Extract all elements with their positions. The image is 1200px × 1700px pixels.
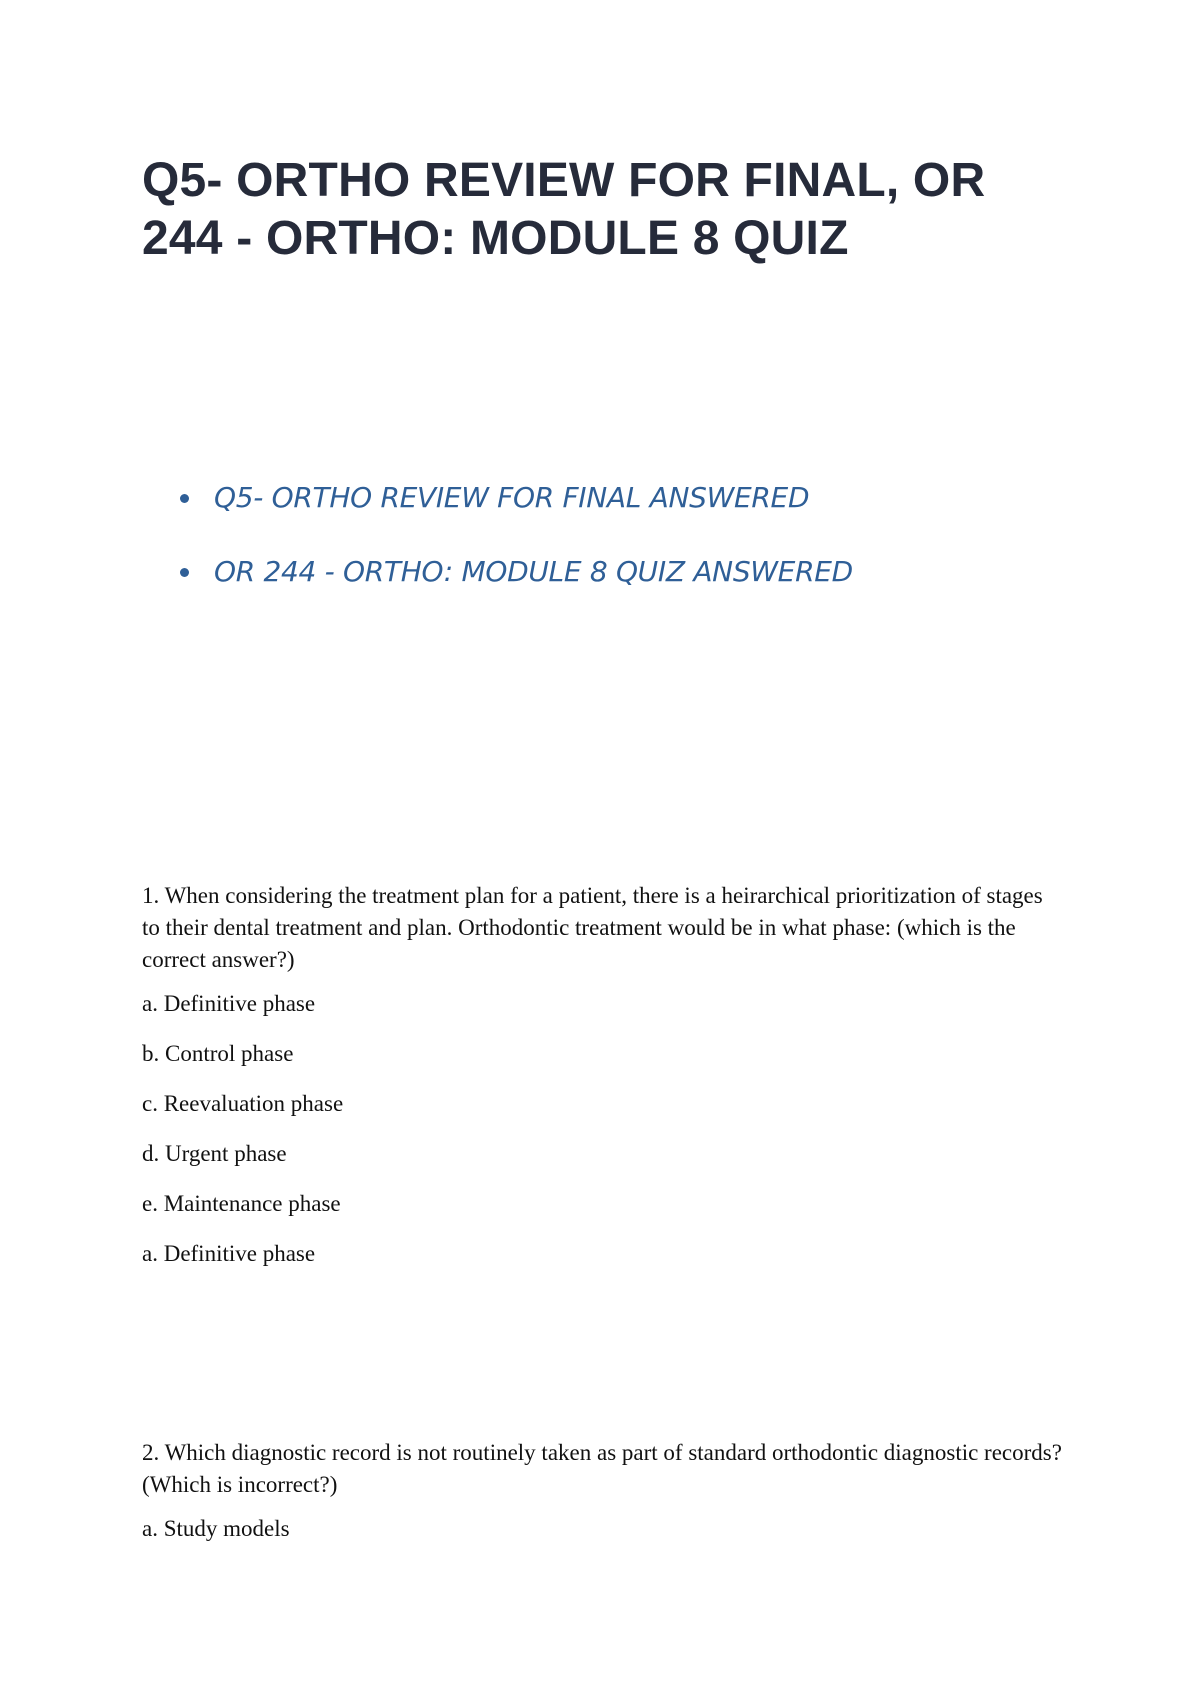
document-title: Q5- ORTHO REVIEW FOR FINAL, OR 244 - ORTHO: MODULE 8 QUIZ [142,154,986,265]
link-or244-module8-quiz[interactable]: OR 244 - ORTHO: MODULE 8 QUIZ ANSWERED [214,555,853,588]
answer-option: a. Definitive phase [142,991,316,1016]
link-q5-ortho-review[interactable]: Q5- ORTHO REVIEW FOR FINAL ANSWERED [214,481,810,514]
question-text: 1. When considering the treatment plan for a patient, there is a heirarchical prioritization of stages to their dental treatment and plan. Orthodontic treatment would be in what phase: (which is the correct answer?) [142,883,1043,972]
answer-option: c. Reevaluation phase [142,1091,344,1116]
question-text: 2. Which diagnostic record is not routinely taken as part of standard orthodontic diagnostic records? (Which is incorrect?) [142,1440,1062,1497]
answer-links-list [180,478,853,626]
answer-option: e. Maintenance phase [142,1191,341,1216]
answer-option: d. Urgent phase [142,1141,287,1166]
question-1 [142,880,1062,1288]
question-2 [142,1437,1062,1563]
answer-option: b. Control phase [142,1041,294,1066]
link-list-item [180,478,853,552]
correct-answer: a. Definitive phase [142,1241,316,1266]
answer-option: a. Study models [142,1516,290,1541]
bullet-icon [180,568,189,577]
link-list-item [180,552,853,626]
bullet-icon [180,494,189,503]
